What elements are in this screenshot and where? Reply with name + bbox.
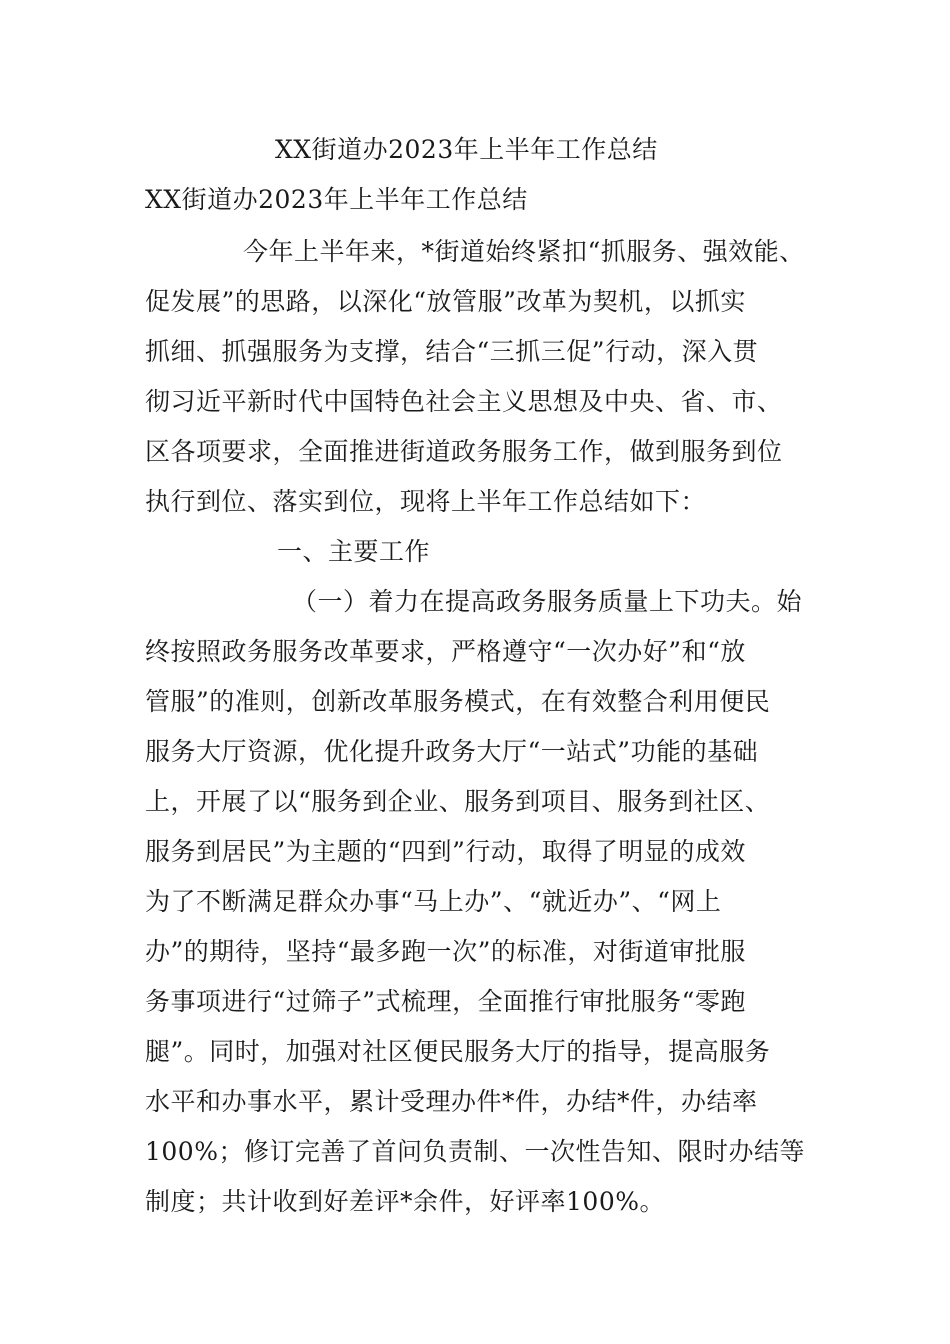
paragraph-line: 抓细、抓强服务为支撑，结合“三抓三促”行动，深入贯 (145, 337, 759, 366)
paragraph-line: 务事项进行“过筛子”式梳理，全面推行审批服务“零跑 (145, 987, 746, 1016)
section-heading: 一、主要工作 (277, 537, 431, 566)
paragraph-line: 水平和办事水平，累计受理办件*件，办结*件，办结率 (145, 1087, 758, 1116)
paragraph-line: 彻习近平新时代中国特色社会主义思想及中央、省、市、 (145, 387, 783, 416)
paragraph-line: 区各项要求，全面推进街道政务服务工作，做到服务到位 (145, 437, 783, 466)
paragraph-line: 100%；修订完善了首问负责制、一次性告知、限时办结等 (145, 1137, 805, 1166)
paragraph-line: （一）着力在提高政务服务质量上下功夫。始 (292, 587, 803, 616)
paragraph-line: 管服”的准则，创新改革服务模式，在有效整合利用便民 (145, 687, 771, 716)
paragraph-line: 上，开展了以“服务到企业、服务到项目、服务到社区、 (145, 787, 771, 816)
paragraph-line: 今年上半年来，*街道始终紧扣“抓服务、强效能、 (243, 237, 805, 266)
paragraph-line: 为了不断满足群众办事“马上办”、“就近办”、“网上 (145, 887, 722, 916)
paragraph-line: 腿”。同时，加强对社区便民服务大厅的指导，提高服务 (145, 1037, 771, 1066)
paragraph-line: 办”的期待，坚持“最多跑一次”的标准，对街道审批服 (145, 937, 746, 966)
paragraph-line: 服务大厅资源，优化提升政务大厅“一站式”功能的基础 (145, 737, 759, 766)
document-subtitle: XX街道办2023年上半年工作总结 (145, 185, 528, 214)
paragraph-line: 制度；共计收到好差评*余件，好评率100%。 (145, 1187, 665, 1216)
paragraph-line: 服务到居民”为主题的“四到”行动，取得了明显的成效 (145, 837, 746, 866)
paragraph-line: 执行到位、落实到位，现将上半年工作总结如下： (145, 487, 707, 516)
document-title: XX街道办2023年上半年工作总结 (275, 135, 658, 164)
paragraph-line: 终按照政务服务改革要求，严格遵守“一次办好”和“放 (145, 637, 746, 666)
paragraph-line: 促发展”的思路，以深化“放管服”改革为契机，以抓实 (145, 287, 746, 316)
